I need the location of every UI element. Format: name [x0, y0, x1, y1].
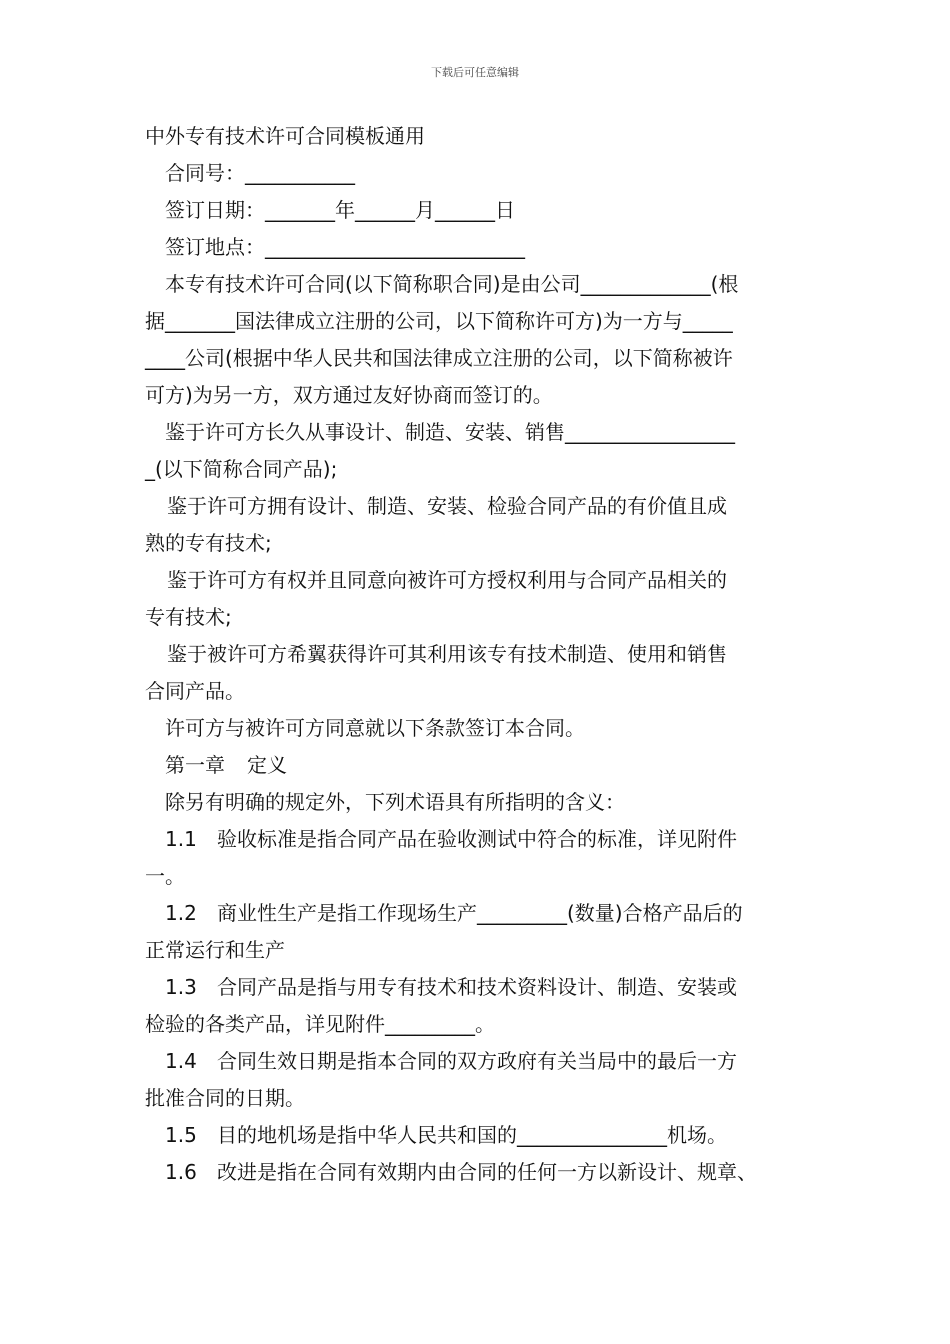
clause-line: 检验的各类产品，详见附件_________。 — [145, 1012, 495, 1036]
chapter-heading — [145, 747, 810, 784]
clause-line: 批准合同的日期。 — [145, 1086, 305, 1110]
clause-text: 改进是指在合同有效期内由合同的任何一方以新设计、规章、 — [217, 1160, 757, 1184]
clause-line — [145, 1043, 810, 1080]
agreement-line: 许可方与被许可方同意就以下条款签订本合同。 — [165, 716, 585, 740]
preamble-line: 本专有技术许可合同(以下简称职合同)是由公司_____________(根 — [165, 272, 739, 296]
recital-line: 鉴于许可方拥有设计、制造、安装、检验合同产品的有价值且成 — [167, 494, 727, 518]
document-body — [145, 118, 810, 1191]
clause-line — [145, 821, 810, 858]
clause-number: 1.4 — [165, 1049, 197, 1073]
recital-line: 合同产品。 — [145, 679, 245, 703]
header-note: 下载后可任意编辑 — [431, 66, 519, 79]
signing-place-line: 签订地点：__________________________ — [165, 235, 525, 259]
recital-line: 鉴于许可方有权并且同意向被许可方授权利用与合同产品相关的 — [167, 568, 727, 592]
clause-line — [145, 1154, 810, 1191]
document-title: 中外专有技术许可合同模板通用 — [145, 124, 425, 148]
clause-line — [145, 895, 810, 932]
clause-text: 验收标准是指合同产品在验收测试中符合的标准，详见附件 — [217, 827, 737, 851]
recital-line: 鉴于许可方长久从事设计、制造、安装、销售_________________ — [165, 420, 735, 444]
preamble-line: 可方)为另一方，双方通过友好协商而签订的。 — [145, 383, 553, 407]
contract-number-line: 合同号：___________ — [165, 161, 355, 185]
recital-line: 鉴于被许可方希翼获得许可其利用该专有技术制造、使用和销售 — [167, 642, 727, 666]
preamble-line: ____公司(根据中华人民共和国法律成立注册的公司，以下简称被许 — [145, 346, 733, 370]
recital-line: 专有技术; — [145, 605, 232, 629]
clause-line: 一。 — [145, 864, 185, 888]
clause-number: 1.6 — [165, 1160, 197, 1184]
chapter-title: 定义 — [247, 753, 287, 777]
clause-line — [145, 969, 810, 1006]
clause-number: 1.2 — [165, 901, 197, 925]
clause-text: 商业性生产是指工作现场生产_________(数量)合格产品后的 — [217, 901, 743, 925]
clause-number: 1.1 — [165, 827, 197, 851]
clause-text: 目的地机场是指中华人民共和国的_______________机场。 — [217, 1123, 727, 1147]
recital-line: _(以下简称合同产品); — [145, 457, 338, 481]
clause-line: 正常运行和生产 — [145, 938, 285, 962]
preamble-line: 据_______国法律成立注册的公司，以下简称许可方)为一方与_____ — [145, 309, 733, 333]
clause-text: 合同生效日期是指本合同的双方政府有关当局中的最后一方 — [217, 1049, 737, 1073]
clause-text: 合同产品是指与用专有技术和技术资料设计、制造、安装或 — [217, 975, 737, 999]
clause-number: 1.5 — [165, 1123, 197, 1147]
clause-line — [145, 1117, 810, 1154]
signing-date-line: 签订日期：_______年______月______日 — [165, 198, 515, 222]
chapter-number: 第一章 — [165, 753, 225, 777]
clause-number: 1.3 — [165, 975, 197, 999]
definitions-intro: 除另有明确的规定外，下列术语具有所指明的含义： — [165, 790, 625, 814]
recital-line: 熟的专有技术; — [145, 531, 272, 555]
